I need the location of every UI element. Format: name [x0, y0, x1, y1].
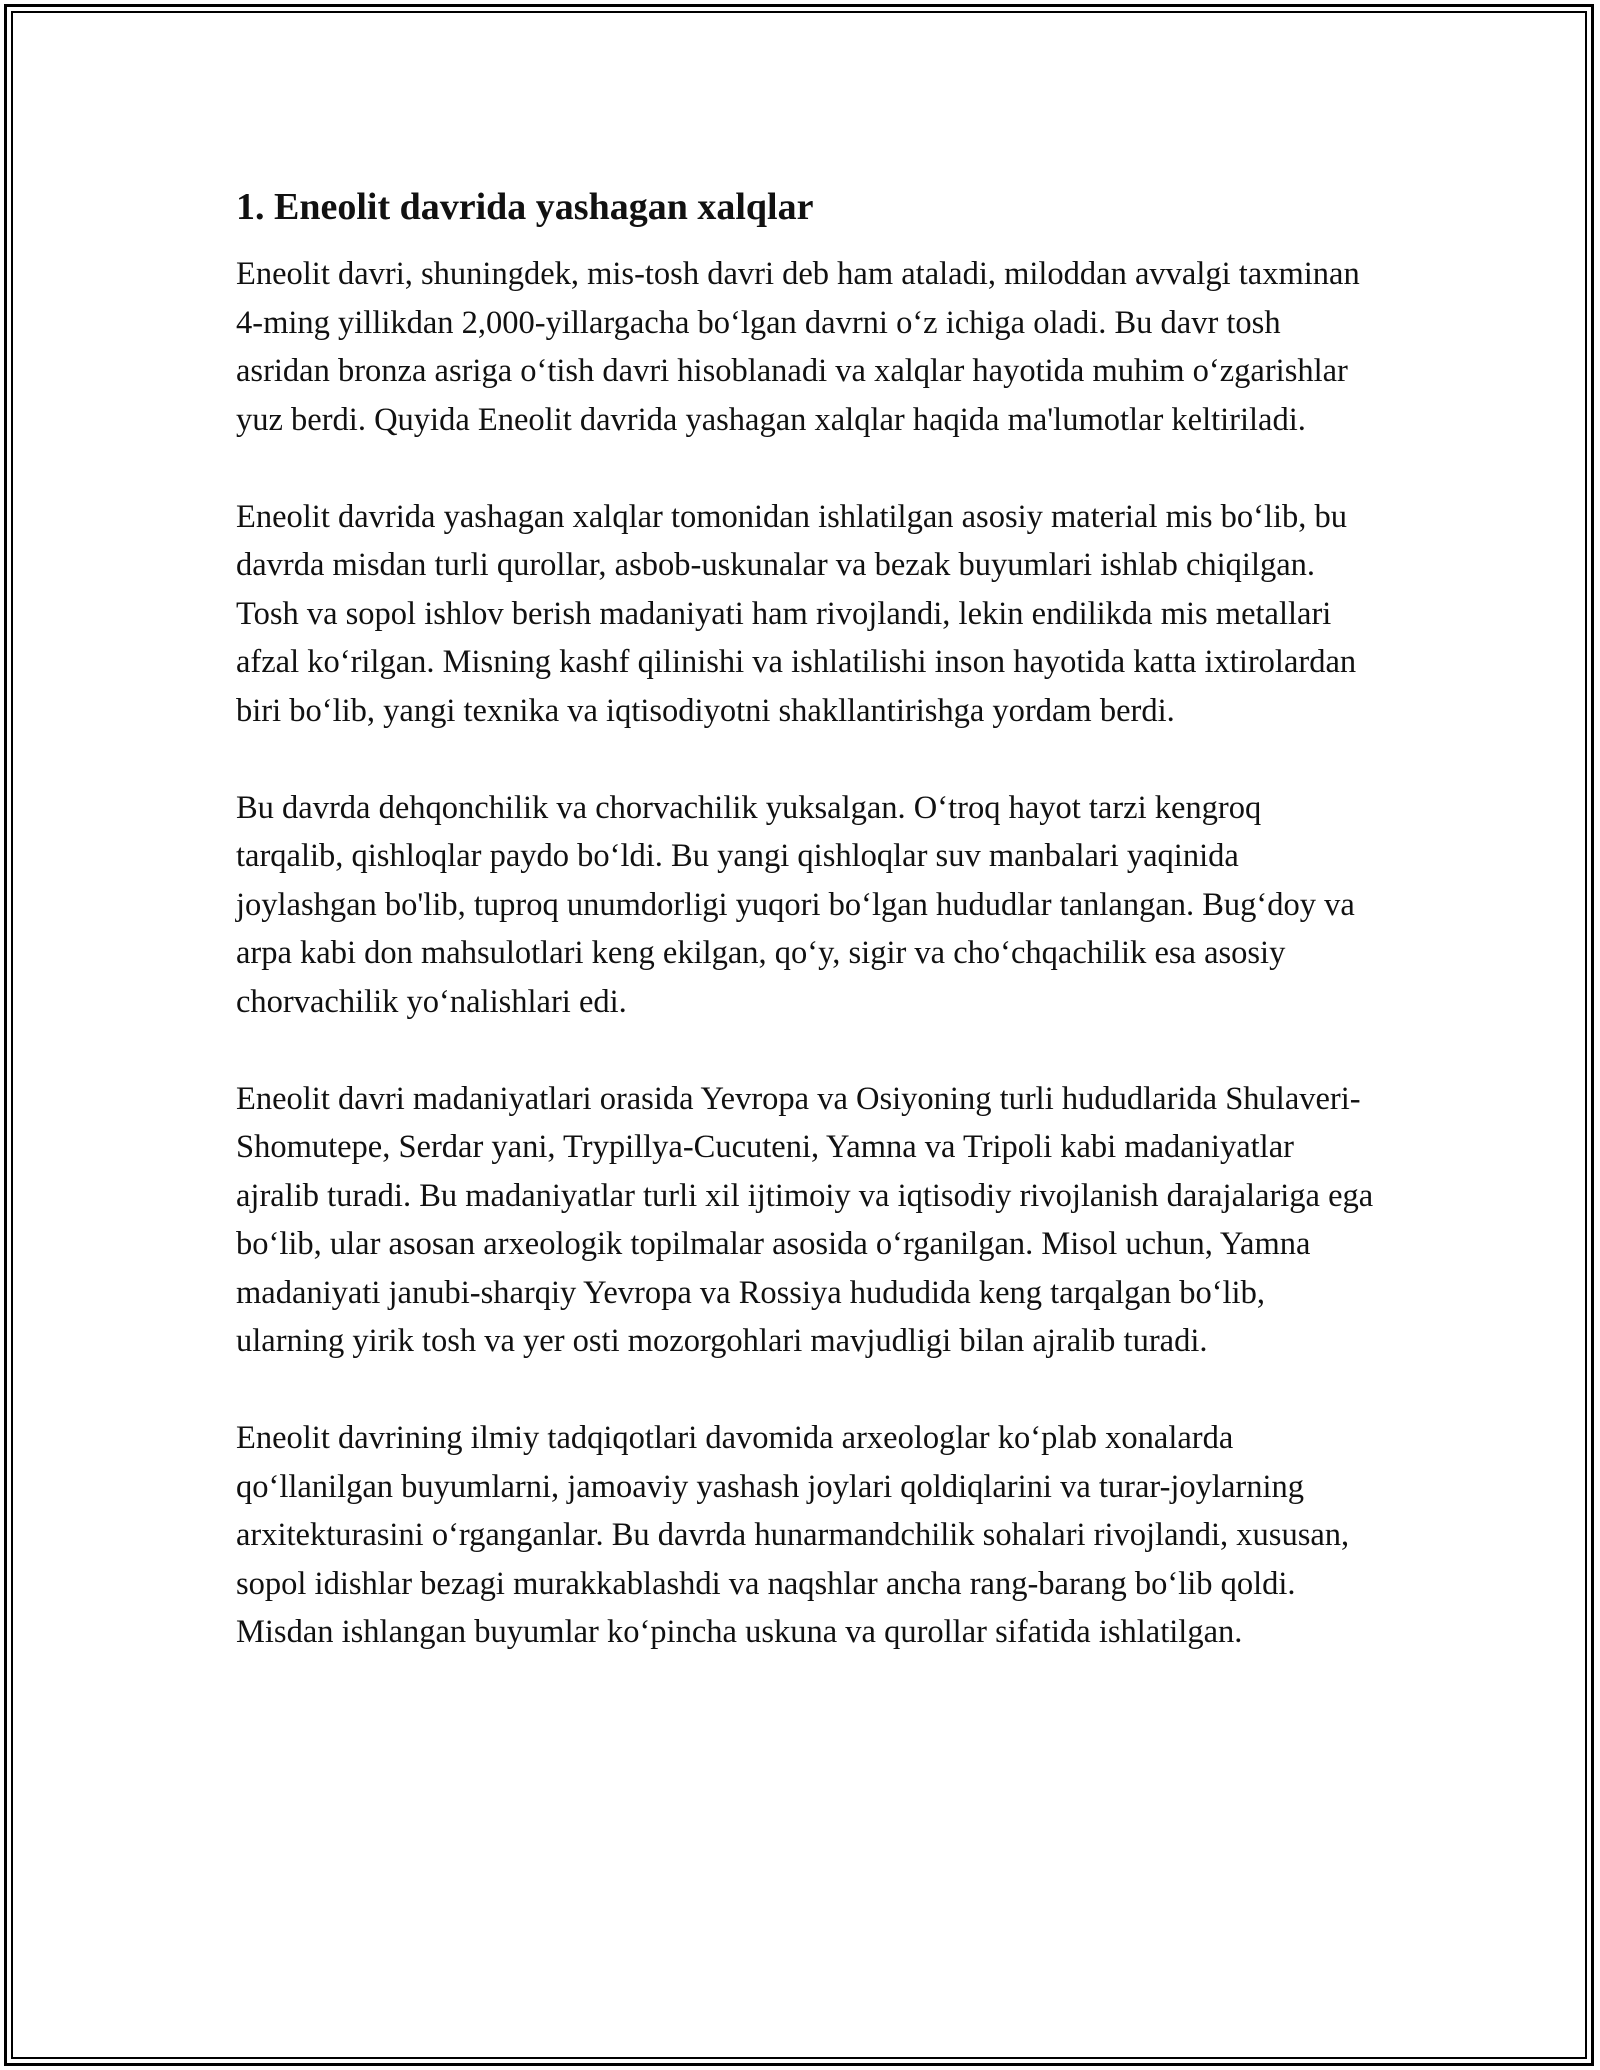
paragraph-5: Eneolit davrining ilmiy tadqiqotlari davomida arxeologlar ko‘plab xonalarda qo‘llanilgan buyumlarni, jamoaviy yashash joylari qoldiqlarini va turar-joylarning arxitekturasini o‘rganganlar. Bu davrda hunarmandchilik sohalari rivojlandi, xususan, sopol idishlar bezagi murakkablashdi va naqshlar ancha rang-barang bo‘lib qoldi. Misdan ishlangan buyumlar ko‘pincha uskuna va qurollar sifatida ishlatilgan. — [236, 1420, 1350, 1650]
document-title: 1. Eneolit davrida yashagan xalqlar — [236, 186, 814, 228]
document-body — [236, 180, 1376, 1705]
paragraph-3: Bu davrda dehqonchilik va chorvachilik yuksalgan. O‘troq hayot tarzi kengroq tarqalib, qishloqlar paydo bo‘ldi. Bu yangi qishloqlar suv manbalari yaqinida joylashgan bo'lib, tuproq unumdorligi yuqori bo‘lgan hududlar tanlangan. Bug‘doy va arpa kabi don mahsulotlari keng ekilgan, qo‘y, sigir va cho‘chqachilik esa asosiy chorvachilik yo‘nalishlari edi. — [236, 789, 1355, 1020]
paragraph-4: Eneolit davri madaniyatlari orasida Yevropa va Osiyoning turli hududlarida Shulaveri-Shomutepe, Serdar yani, Trypillya-Cucuteni, Yamna va Tripoli kabi madaniyatlar ajralib turadi. Bu madaniyatlar turli xil ijtimoiy va iqtisodiy rivojlanish darajalariga ega bo‘lib, ular asosan arxeologik topilmalar asosida o‘rganilgan. Misol uchun, Yamna madaniyati janubi-sharqiy Yevropa va Rossiya hududida keng tarqalgan bo‘lib, ularning yirik tosh va yer osti mozorgohlari mavjudligi bilan ajralib turadi. — [236, 1080, 1374, 1359]
paragraph-2: Eneolit davrida yashagan xalqlar tomonidan ishlatilgan asosiy material mis bo‘lib, bu davrda misdan turli qurollar, asbob-uskunalar va bezak buyumlari ishlab chiqilgan. Tosh va sopol ishlov berish madaniyati ham rivojlandi, lekin endilikda mis metallari afzal ko‘rilgan. Misning kashf qilinishi va ishlatilishi inson hayotida katta ixtirolardan biri bo‘lib, yangi texnika va iqtisodiyotni shakllantirishga yordam berdi. — [236, 498, 1357, 729]
paragraph-1: Eneolit davri, shuningdek, mis-tosh davri deb ham ataladi, miloddan avvalgi taxminan 4-ming yillikdan 2,000-yillargacha bo‘lgan davrni o‘z ichiga oladi. Bu davr tosh asridan bronza asriga o‘tish davri hisoblanadi va xalqlar hayotida muhim o‘zgarishlar yuz berdi. Quyida Eneolit davrida yashagan xalqlar haqida ma'lumotlar keltiriladi. — [236, 256, 1360, 438]
